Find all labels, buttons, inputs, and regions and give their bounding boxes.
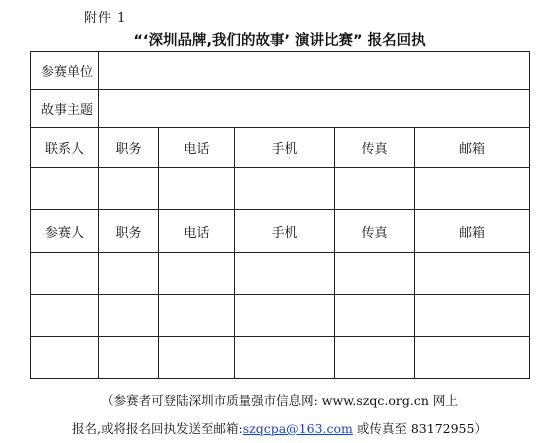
- participant-name-cell[interactable]: [31, 337, 99, 379]
- contact-position-cell[interactable]: [99, 168, 159, 210]
- contact-mobile-cell[interactable]: [235, 168, 335, 210]
- participant-fax-cell[interactable]: [335, 253, 415, 295]
- unit-row: [31, 52, 530, 90]
- contact-mobile-header: 手机: [235, 128, 335, 168]
- email-link[interactable]: szqcpa@163.com: [242, 421, 353, 436]
- participant-phone-cell[interactable]: [159, 253, 235, 295]
- participant-row: [31, 295, 530, 337]
- participant-mobile-cell[interactable]: [235, 337, 335, 379]
- participant-fax-cell[interactable]: [335, 295, 415, 337]
- contact-input-row: [31, 168, 530, 210]
- participant-mobile-cell[interactable]: [235, 253, 335, 295]
- participant-header-row: [31, 210, 530, 253]
- participant-phone-header: 电话: [159, 210, 235, 253]
- contact-header-row: [31, 128, 530, 168]
- attachment-label: 附件 1: [84, 11, 127, 26]
- topic-field[interactable]: [99, 90, 530, 128]
- participant-fax-header: 传真: [335, 210, 415, 253]
- participant-name-cell[interactable]: [31, 253, 99, 295]
- participant-phone-cell[interactable]: [159, 295, 235, 337]
- contact-name-cell[interactable]: [31, 168, 99, 210]
- note-prefix: 报名,或将报名回执发送至邮箱:: [72, 421, 243, 436]
- contact-email-header: 邮箱: [415, 128, 530, 168]
- contact-phone-header: 电话: [159, 128, 235, 168]
- contact-fax-cell[interactable]: [335, 168, 415, 210]
- participant-position-cell[interactable]: [99, 337, 159, 379]
- registration-note-line2: [0, 419, 559, 437]
- contact-position-header: 职务: [99, 128, 159, 168]
- unit-label: 参赛单位: [31, 52, 99, 90]
- unit-field[interactable]: [99, 52, 530, 90]
- participant-name-cell[interactable]: [31, 295, 99, 337]
- participant-row: [31, 337, 530, 379]
- participant-position-cell[interactable]: [99, 253, 159, 295]
- participant-fax-cell[interactable]: [335, 337, 415, 379]
- contact-phone-cell[interactable]: [159, 168, 235, 210]
- participant-mobile-cell[interactable]: [235, 295, 335, 337]
- participant-row: [31, 253, 530, 295]
- contact-email-cell[interactable]: [415, 168, 530, 210]
- participant-email-cell[interactable]: [415, 295, 530, 337]
- participant-email-cell[interactable]: [415, 253, 530, 295]
- participant-phone-cell[interactable]: [159, 337, 235, 379]
- participant-position-header: 职务: [99, 210, 159, 253]
- note-suffix: 或传真至 83172955）: [352, 421, 487, 436]
- registration-note-line1: （参赛者可登陆深圳市质量强市信息网: www.szqc.org.cn 网上: [101, 393, 458, 408]
- contact-fax-header: 传真: [335, 128, 415, 168]
- registration-form-table: [30, 51, 530, 379]
- participant-mobile-header: 手机: [235, 210, 335, 253]
- topic-row: [31, 90, 530, 128]
- contact-name-header: 联系人: [31, 128, 99, 168]
- participant-name-header: 参赛人: [31, 210, 99, 253]
- participant-email-header: 邮箱: [415, 210, 530, 253]
- participant-position-cell[interactable]: [99, 295, 159, 337]
- participant-email-cell[interactable]: [415, 337, 530, 379]
- form-title: “‘深圳品牌,我们的故事’ 演讲比赛” 报名回执: [133, 33, 426, 49]
- topic-label: 故事主题: [31, 90, 99, 128]
